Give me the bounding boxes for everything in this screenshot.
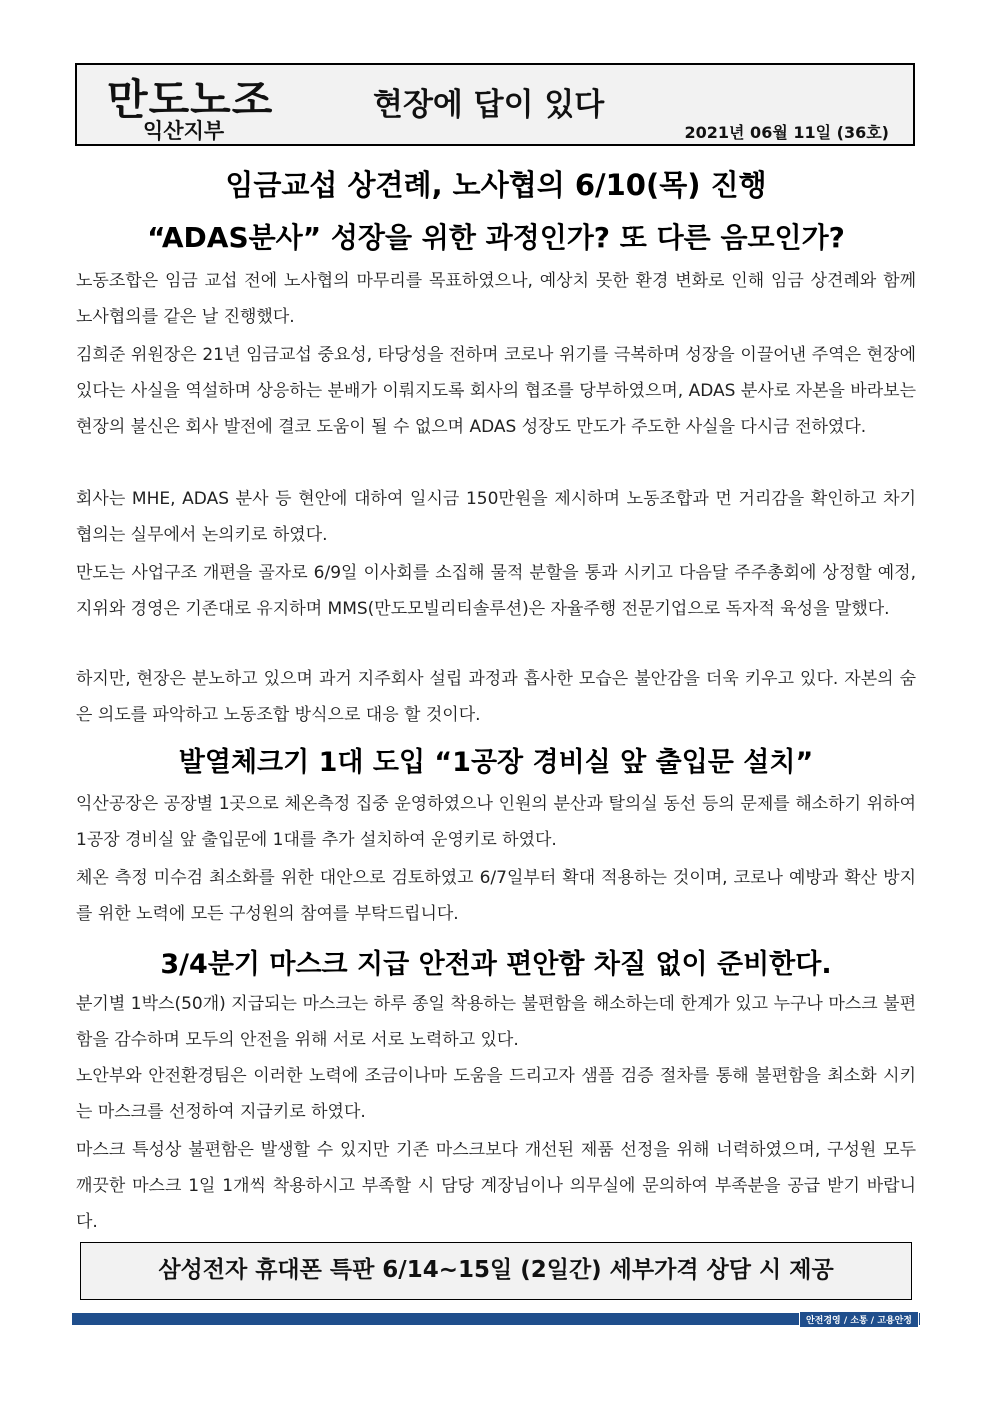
headline-mask-supply: 3/4분기 마스크 지급 안전과 편안함 차질 없이 준비한다. xyxy=(160,949,832,980)
paragraph: 만도는 사업구조 개편을 골자로 6/9일 이사회를 소집해 물적 분할을 통과 시키고 다음달 주주총회에 상정할 예정, 지위와 경영은 기존대로 유지하며 MMS(만도모빌리티솔루션)은 자율주행 전문기업으로 독자적 육성을 말했다. xyxy=(76,563,916,619)
footer-tag: 안전경영 / 소통 / 고용안정 xyxy=(799,1311,919,1328)
paragraph: 김희준 위원장은 21년 임금교섭 중요성, 타당성을 전하며 코로나 위기를 극복하며 성장을 이끌어낸 주역은 현장에 있다는 사실을 역설하며 상응하는 분배가 이뤄지도록 회사의 협조를 당부하였으며, ADAS 분사로 자본을 바라보는 현장의 불신은 회사 발전에 결코 도움이 될 수 없으며 ADAS 성장도 만도가 주도한 사실을 다시금 전하였다. xyxy=(76,345,916,437)
union-name: 만도노조 xyxy=(107,75,274,124)
paragraph: 하지만, 현장은 분노하고 있으며 과거 지주회사 설립 과정과 흡사한 모습은 불안감을 더욱 키우고 있다. 자본의 숨은 의도를 파악하고 노동조합 방식으로 대응 할 것이다. xyxy=(76,669,916,725)
headline-adas-spinoff: “ADAS분사” 성장을 위한 과정인가? 또 다른 음모인가? xyxy=(147,221,845,254)
newsletter-header xyxy=(75,63,915,146)
paragraph-group xyxy=(76,986,916,1130)
paragraph: 회사는 MHE, ADAS 분사 등 현안에 대하여 일시금 150만원을 제시하며 노동조합과 먼 거리감을 확인하고 차기 협의는 실무에서 논의키로 하였다. xyxy=(76,489,916,545)
headline-wage-negotiation: 임금교섭 상견례, 노사협의 6/10(목) 진행 xyxy=(225,168,767,202)
paragraph: 노동조합은 임금 교섭 전에 노사협의 마무리를 목표하였으나, 예상치 못한 환경 변화로 인해 임금 상견례와 함께 노사협의를 같은 날 진행했다. xyxy=(76,271,916,327)
paragraph: 익산공장은 공장별 1곳으로 체온측정 집중 운영하였으나 인원의 분산과 탈의실 동선 등의 문제를 해소하기 위하여 1공장 경비실 앞 출입문에 1대를 추가 설치하여 운영키로 하였다. xyxy=(76,794,916,850)
paragraph: 노안부와 안전환경팀은 이러한 노력에 조금이나마 도움을 드리고자 샘플 검증 절차를 통해 불편함을 최소화 시키는 마스크를 선정하여 지급키로 하였다. xyxy=(76,1066,916,1122)
footer-bar xyxy=(72,1313,920,1325)
paragraph: 마스크 특성상 불편함은 발생할 수 있지만 기존 마스크보다 개선된 제품 선정을 위해 너력하였으며, 구성원 모두 깨끗한 마스크 1일 1개씩 착용하시고 부족할 시 담당 계장님이나 의무실에 문의하여 부족분을 공급 받기 바랍니다. xyxy=(76,1140,916,1232)
branch-name: 익산지부 xyxy=(143,119,225,143)
slogan: 현장에 답이 있다 xyxy=(373,87,605,123)
paragraph: 분기별 1박스(50개) 지급되는 마스크는 하루 종일 착용하는 불편함을 해소하는데 한계가 있고 누구나 마스크 불편함을 감수하며 모두의 안전을 위해 서로 서로 노력하고 있다. xyxy=(76,994,916,1050)
paragraph: 체온 측정 미수검 최소화를 위한 대안으로 검토하였고 6/7일부터 확대 적용하는 것이며, 코로나 예방과 확산 방지를 위한 노력에 모든 구성원의 참여를 부탁드립니다. xyxy=(76,868,916,924)
issue-date: 2021년 06월 11일 (36호) xyxy=(684,123,889,142)
notice-box: 삼성전자 휴대폰 특판 6/14~15일 (2일간) 세부가격 상담 시 제공 xyxy=(80,1242,912,1300)
headline-thermal-checker: 발열체크기 1대 도입 “1공장 경비실 앞 출입문 설치” xyxy=(178,747,814,778)
